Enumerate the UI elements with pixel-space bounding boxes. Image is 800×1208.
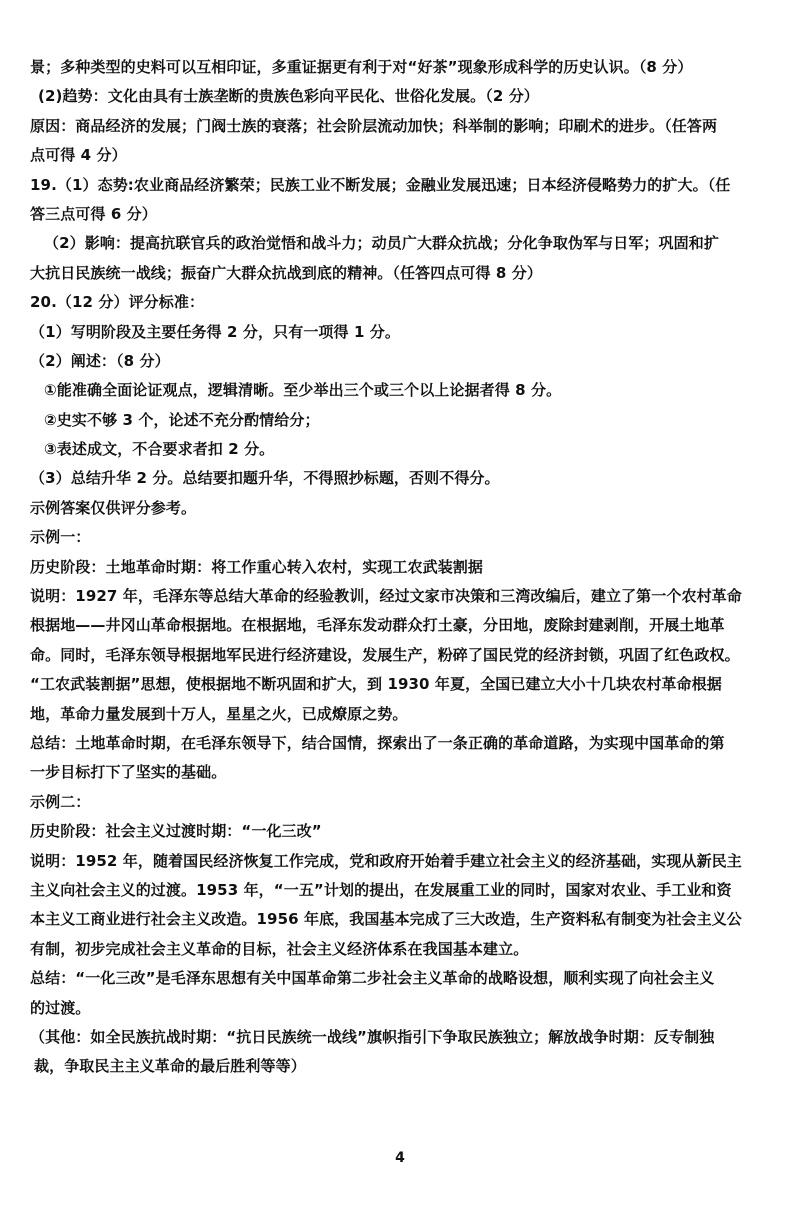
text-line: （3）总结升华 2 分。总结要扣题升华，不得照抄标题，否则不得分。 <box>30 469 500 488</box>
text-line: （其他：如全民族抗战时期：“抗日民族统一战线”旗帜指引下争取民族独立；解放战争时期：反专制独 <box>30 1027 715 1046</box>
text-line: 的过渡。 <box>30 998 91 1017</box>
text-line: （2）影响：提高抗联官兵的政治觉悟和战斗力；动员广大群众抗战；分化争取伪军与日军；巩固和扩 <box>44 234 719 253</box>
text-line: ③表述成文，不合要求者扣 2 分。 <box>44 440 275 459</box>
text-line: 示例答案仅供评分参考。 <box>30 498 197 517</box>
text-line: 20.（12 分）评分标准： <box>30 293 205 312</box>
text-line: ①能准确全面论证观点，逻辑清晰。至少举出三个或三个以上论据者得 8 分。 <box>44 381 562 400</box>
text-line: 总结：土地革命时期，在毛泽东领导下，结合国情，探索出了一条正确的革命道路，为实现中国革命的第 <box>30 733 725 752</box>
text-line: ②史实不够 3 个，论述不充分酌情给分； <box>44 410 320 429</box>
text-line: （2）阐述：（8 分） <box>30 351 170 370</box>
text-line: “工农武装割据”思想，使根据地不断巩固和扩大，到 1930 年夏，全国已建立大小十几块农村革命根据 <box>30 675 722 694</box>
text-line: 说明：1952 年，随着国民经济恢复工作完成，党和政府开始着手建立社会主义的经济基础，实现从新民主 <box>30 851 742 870</box>
text-line: 19.（1）态势:农业商品经济繁荣；民族工业不断发展；金融业发展迅速；日本经济侵略势力的扩大。（任 <box>30 175 731 194</box>
text-line: 命。同时，毛泽东领导根据地军民进行经济建设，发展生产，粉碎了国民党的经济封锁，巩固了红色政权。 <box>30 645 740 664</box>
text-line: 景；多种类型的史料可以互相印证，多重证据更有利于对“好茶”现象形成科学的历史认识。（8 分） <box>30 58 693 76</box>
text-line: 历史阶段：土地革命时期：将工作重心转入农村，实现工农武装割据 <box>30 557 484 576</box>
text-line: 一步目标打下了坚实的基础。 <box>30 763 227 782</box>
text-line: 大抗日民族统一战线；振奋广大群众抗战到底的精神。（任答四点可得 8 分） <box>30 263 542 282</box>
text-line: 根据地——井冈山革命根据地。在根据地，毛泽东发动群众打土豪，分田地，废除封建剥削，开展土地革 <box>30 616 725 635</box>
text-line: 示例二： <box>30 792 91 811</box>
answer-key-body <box>30 53 775 1082</box>
text-line: 裁，争取民主主义革命的最后胜利等等） <box>34 1057 306 1076</box>
text-line: 有制，初步完成社会主义革命的目标，社会主义经济体系在我国基本建立。 <box>30 939 529 958</box>
text-line: 示例一： <box>30 528 91 547</box>
text-line: 地，革命力量发展到十万人，星星之火，已成燎原之势。 <box>30 704 408 723</box>
text-line: 点可得 4 分） <box>30 146 127 165</box>
text-line: 主义向社会主义的过渡。1953 年，“一五”计划的提出，在发展重工业的同时，国家对农业、手工业和资 <box>30 880 732 899</box>
text-line: 总结：“一化三改”是毛泽东思想有关中国革命第二步社会主义革命的战略设想，顺利实现了向社会主义 <box>30 969 715 988</box>
text-line: 说明：1927 年，毛泽东等总结大革命的经验教训，经过文家市决策和三湾改编后，建立了第一个农村革命 <box>30 587 742 606</box>
text-line: (2)趋势：文化由具有士族垄断的贵族色彩向平民化、世俗化发展。（2 分） <box>38 87 539 106</box>
text-line: 答三点可得 6 分） <box>30 204 157 223</box>
text-line: （1）写明阶段及主要任务得 2 分，只有一项得 1 分。 <box>30 322 401 341</box>
page-number: 4 <box>395 1150 405 1166</box>
text-line: 原因：商品经济的发展；门阀士族的衰落；社会阶层流动加快；科举制的影响；印刷术的进步。（任答两 <box>30 116 718 135</box>
text-line: 历史阶段：社会主义过渡时期：“一化三改” <box>30 822 322 841</box>
text-line: 本主义工商业进行社会主义改造。1956 年底，我国基本完成了三大改造，生产资料私有制变为社会主义公 <box>30 910 742 929</box>
